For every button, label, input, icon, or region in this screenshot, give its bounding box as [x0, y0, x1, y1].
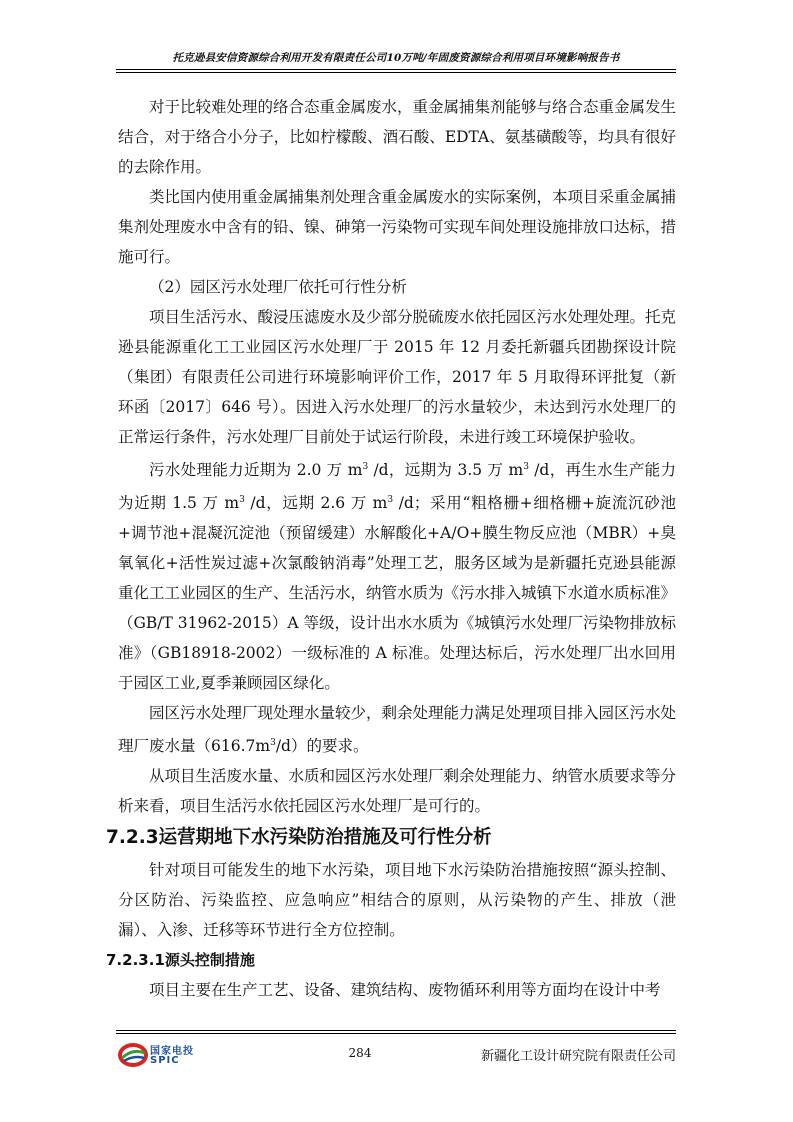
- paragraph: 对于比较难处理的络合态重金属废水，重金属捕集剂能够与络合态重金属发生结合，对于络合小分子，比如柠檬酸、酒石酸、EDTA、氨基磺酸等，均具有很好的去除作用。: [118, 98, 677, 176]
- footer-organization: 新疆化工设计研究院有限责任公司: [480, 1049, 676, 1064]
- section-heading-7-2-3: 7.2.3运营期地下水污染防治措施及可行性分析: [106, 827, 492, 849]
- document-body: [106, 92, 677, 1005]
- header-rule: [116, 69, 676, 70]
- superscript: 3: [523, 462, 529, 472]
- superscript: 3: [239, 495, 245, 506]
- paragraph: 项目主要在生产工艺、设备、建筑结构、废物循环利用等方面均在设计中考: [149, 981, 661, 1000]
- superscript: 3: [270, 738, 276, 749]
- logo-text-cn: 国家电投: [150, 1046, 194, 1057]
- spic-logo-icon: [118, 1042, 148, 1068]
- superscript: 3: [387, 495, 394, 506]
- paragraph: 针对项目可能发生的地下水污染，项目地下水污染防治措施按照“源头控制、分区防治、污染监控、应急响应”相结合的原则，从污染物的产生、排放（泄漏）、入渗、迁移等环节进行全方位控制。: [118, 861, 676, 940]
- footer-rule-thin: [116, 1033, 676, 1034]
- paragraph: 项目生活污水、酸浸压滤废水及少部分脱硫废水依托园区污水处理处理。托克逊县能源重化工工业园区污水处理厂于 2015 年 12 月委托新疆兵团勘探设计院（集团）有限责任公司进行环境影响评价工作，2017 年 5 月取得环评批复（新环函〔2017〕646 号）。因进入污水处理厂的污水量较少，未达到污水处理厂的正常运行条件，污水处理厂目前处于试运行阶段，未进行竣工环境保护验收。: [118, 308, 677, 446]
- subsection-heading: （2）园区污水处理厂依托可行性分析: [149, 278, 407, 296]
- header-rule-thin: [116, 72, 676, 73]
- page-header-title: 托克逊县安信资源综合利用开发有限责任公司10万吨/年固废资源综合利用项目环境影响报告书: [172, 52, 620, 64]
- section-heading-7-2-3-1: 7.2.3.1源头控制措施: [106, 951, 255, 970]
- page-number: 284: [348, 1046, 372, 1060]
- paragraph-capacity: 污水处理能力近期为 2.0 万 $m^3$ /d，远期为 3.5 万 $m^3$ /d，再生水生产能力为近期 1.5 万 $m^3$ /d，远期 2.6 万 $m^3$ /d；采用“粗格栅+细格栅+旋流沉砂池+调节池+混凝沉淀池（预留缓建）水解酸化+A/O+膜生物反应池（MBR）+臭氧氧化+活性炭过滤+次氯酸钠消毒”处理工艺，服务区域为是新疆托克逊县能源重化工工业园区的生产、生活污水，纳管水质为《污水排入城镇下水道水质标准》（GB/T 31962-2015）A 等级，设计出水水质为《城镇污水处理厂污染物排放标准》（GB18918-2002）一级标准的 A 标准。处理达标后，污水处理厂出水回用于园区工业,夏季兼顾园区绿化。: [118, 461, 677, 693]
- paragraph-remaining-capacity: 园区污水处理厂现处理水量较少，剩余处理能力满足处理项目排入园区污水处理厂废水量$(616.7m^3/d)$的要求。: [118, 704, 677, 756]
- logo-text-en: SPIC: [150, 1055, 180, 1066]
- footer-rule: [116, 1030, 676, 1031]
- superscript: 3: [362, 462, 369, 472]
- paragraph: 从项目生活废水量、水质和园区污水处理厂剩余处理能力、纳管水质要求等分析来看，项目生活污水依托园区污水处理厂是可行的。: [118, 767, 677, 816]
- spic-logo: [118, 1040, 238, 1070]
- paragraph: 类比国内使用重金属捕集剂处理含重金属废水的实际案例，本项目采重金属捕集剂处理废水中含有的铅、镍、砷第一污染物可实现车间处理设施排放口达标，措施可行。: [118, 188, 677, 266]
